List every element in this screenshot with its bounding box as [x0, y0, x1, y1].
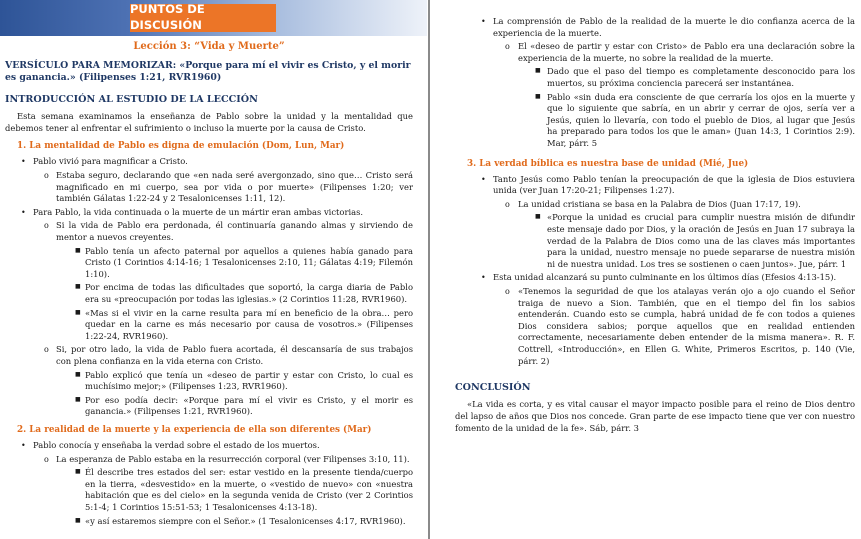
bullet-marker: o: [44, 454, 49, 464]
bullet-marker: •: [481, 17, 486, 26]
bullet-marker: ■: [75, 283, 81, 291]
section-2-list-left: [5, 440, 413, 527]
list-item: ■ Por eso podía decir: «Porque para mí el vivir es Cristo, y el morir es ganancia.» (Filipenses 1:21, RVR1960).: [75, 394, 413, 417]
list-item: • La comprensión de Pablo de la realidad de la muerte le dio confianza acerca de la experiencia de la muerte.: [481, 16, 855, 38]
section-2-title: 2. La realidad de la muerte y la experiencia de ella son diferentes (Mar): [17, 424, 372, 435]
bullet-marker: •: [481, 273, 486, 283]
list-item: ■ Dado que el paso del tiempo es completamente desconocido para los muertos, su próxima conciencia parecerá ser instantánea.: [535, 66, 855, 88]
bullet-marker: •: [481, 174, 486, 184]
list-item: o «Tenemos la seguridad de que los atalayas verán ojo a ojo cuando el Señor traiga de nuevo a Sion. También, que en el tiempo del fin los sabios entenderán. Cuando esto se cumpla, habrá unidad de fe con todos a quienes Dios considera sabios; porque aquellos que en realidad entienden correctamente, necesariamente deben entender de la misma manera». R. F. Cottrell, «Introducción», en Ellen G. White, Primeros Escritos, p. 140 (Vie, párr. 2): [505, 286, 855, 366]
bullet-marker: ■: [535, 67, 541, 75]
bullet-marker: ■: [75, 370, 81, 378]
bullet-marker: ■: [75, 308, 81, 316]
list-item: o Si la vida de Pablo era perdonada, él continuaría ganando almas y sirviendo de mentor a nuevos creyentes.: [44, 220, 413, 242]
bullet-marker: ■: [75, 395, 81, 403]
list-item: ■ Él describe tres estados del ser: estar vestido en la presente tienda/cuerpo en la tierra, «desvestido» en la muerte, o «vestido de nuevo» con «nuestra habitación que es del cielo» en la segunda venida de Cristo (ver 2 Corintios 5:1-4; 1 Corintios 15:51-53; 1 Tesalonicenses 4:13-18).: [75, 467, 413, 512]
bullet-marker: •: [21, 157, 26, 167]
page-divider: [428, 0, 430, 539]
bullet-marker: ■: [75, 468, 81, 476]
list-item: ■ «Porque la unidad es crucial para cumplir nuestra misión de difundir este mensaje dado por Dios, y la oración de Jesús en Juan 17 subraya la verdad de la Palabra de Dios como una de las claves más importantes para la unidad, nuestro mensaje no puede separarse de nuestra misión ni de nuestra unidad. Los tres se sostienen o caen juntos». Jue, párr. 1: [535, 212, 855, 269]
bullet-marker: o: [44, 345, 49, 355]
list-item: o El «deseo de partir y estar con Cristo» de Pablo era una declaración sobre la experiencia de la muerte, no sobre la realidad de la muerte.: [505, 41, 855, 63]
list-item: o Si, por otro lado, la vida de Pablo fuera acortada, él descansaría de sus trabajos con plena confianza en la vida eterna con Cristo.: [44, 344, 413, 366]
bullet-marker: •: [21, 207, 26, 217]
bullet-marker: o: [505, 199, 510, 209]
bullet-marker: o: [505, 287, 510, 296]
list-item: o La unidad cristiana se basa en la Palabra de Dios (Juan 17:17, 19).: [505, 198, 801, 209]
list-item: • Esta unidad alcanzará su punto culminante en los últimos días (Efesios 4:13-15).: [481, 272, 837, 283]
header-banner: [0, 0, 427, 40]
section-3-title: 3. La verdad bíblica es nuestra base de unidad (Mié, Jue): [467, 158, 749, 169]
list-item: • Tanto Jesús como Pablo tenían la preocupación de que la iglesia de Dios estuviera unida (ver Juan 17:20-21; Filipenses 1:27).: [481, 173, 855, 196]
bullet-marker: o: [505, 42, 510, 52]
section-2-list-right: [455, 16, 855, 150]
bullet-marker: ■: [535, 213, 541, 221]
conclusion-paragraph: «La vida es corta, y es vital causar el mayor impacto posible para el reino de Dios dentro del lapso de años que Dios nos concede. Gran parte de ese impacto tiene que ver con nuestro fomento de la unidad de la fe». Sáb, párr. 3: [455, 399, 855, 433]
list-item: ■ «y así estaremos siempre con el Señor.» (1 Tesalonicenses 4:17, RVR1960).: [75, 515, 406, 526]
list-item: ■ Pablo tenía un afecto paternal por aquellos a quienes había ganado para Cristo (1 Corintios 4:14-16; 1 Tesalonicenses 2:10, 11; Gálatas 4:19; Filemón 1:10).: [75, 245, 413, 279]
bullet-marker: •: [21, 441, 26, 451]
list-item: • Para Pablo, la vida continuada o la muerte de un mártir eran ambas victorias.: [21, 206, 364, 217]
list-item: ■ «Mas si el vivir en la carne resulta para mí en beneficio de la obra… pero quedar en la carne es más necesario por causa de vosotros.» (Filipenses 1:22-24, RVR1960).: [75, 307, 413, 341]
section-1-title: 1. La mentalidad de Pablo es digna de emulación (Dom, Lun, Mar): [17, 141, 345, 152]
bullet-marker: o: [44, 221, 49, 231]
bullet-marker: ■: [75, 516, 81, 524]
bullet-marker: o: [44, 171, 49, 181]
section-3-list: [455, 174, 855, 368]
list-item: • Pablo conocía y enseñaba la verdad sobre el estado de los muertos.: [21, 440, 320, 451]
right-page: [431, 0, 861, 539]
lesson-title: Lección 3: “Vida y Muerte”: [133, 41, 285, 52]
left-page: [0, 0, 427, 539]
list-item: o Estaba seguro, declarando que «en nada seré avergonzado, sino que… Cristo será magnificado en mi cuerpo, sea por vida o por muerte» (Filipenses 1:20; ver también Gálatas 1:22-24 y 2 Tesalonicenses 1:11, 12).: [44, 170, 413, 204]
discussion-points-title: PUNTOS DE DISCUSIÓN: [130, 4, 276, 32]
bullet-marker: ■: [75, 246, 81, 254]
list-item: o La esperanza de Pablo estaba en la resurrección corporal (ver Filipenses 3:10, 11).: [44, 453, 410, 464]
list-item: • Pablo vivió para magnificar a Cristo.: [21, 156, 188, 167]
bullet-marker: ■: [535, 92, 541, 100]
list-item: ■ Pablo explicó que tenía un «deseo de partir y estar con Cristo, lo cual es muchísimo mejor;» (Filipenses 1:23, RVR1960).: [75, 369, 413, 392]
section-1-list: [5, 156, 413, 417]
list-item: ■ Pablo «sin duda era consciente de que cerraría los ojos en la muerte y que lo siguiente que sabría, en un abrir y cerrar de ojos, sería ver a Jesús, quien lo llevaría, con todo el pueblo de Dios, al lugar que Jesús ha preparado para todos los que le aman» (Juan 14:3, 1 Corintios 2:9). Mar, párr. 5: [535, 91, 855, 148]
list-item: ■ Por encima de todas las dificultades que soportó, la carga diaria de Pablo era su «preocupación por todas las iglesias.» (2 Corintios 11:28, RVR1960).: [75, 282, 413, 304]
memory-verse: VERSÍCULO PARA MEMORIZAR: «Porque para mí el vivir es Cristo, y el morir es ganancia.» (Filipenses 1:21, RVR1960): [5, 59, 411, 84]
intro-paragraph: Esta semana examinamos la enseñanza de Pablo sobre la unidad y la mentalidad que debemos tener al enfrentar el sufrimiento o incluso la muerte por la causa de Cristo.: [5, 111, 413, 133]
conclusion-heading: CONCLUSIÓN: [455, 382, 531, 394]
intro-heading: INTRODUCCIÓN AL ESTUDIO DE LA LECCIÓN: [5, 93, 258, 105]
